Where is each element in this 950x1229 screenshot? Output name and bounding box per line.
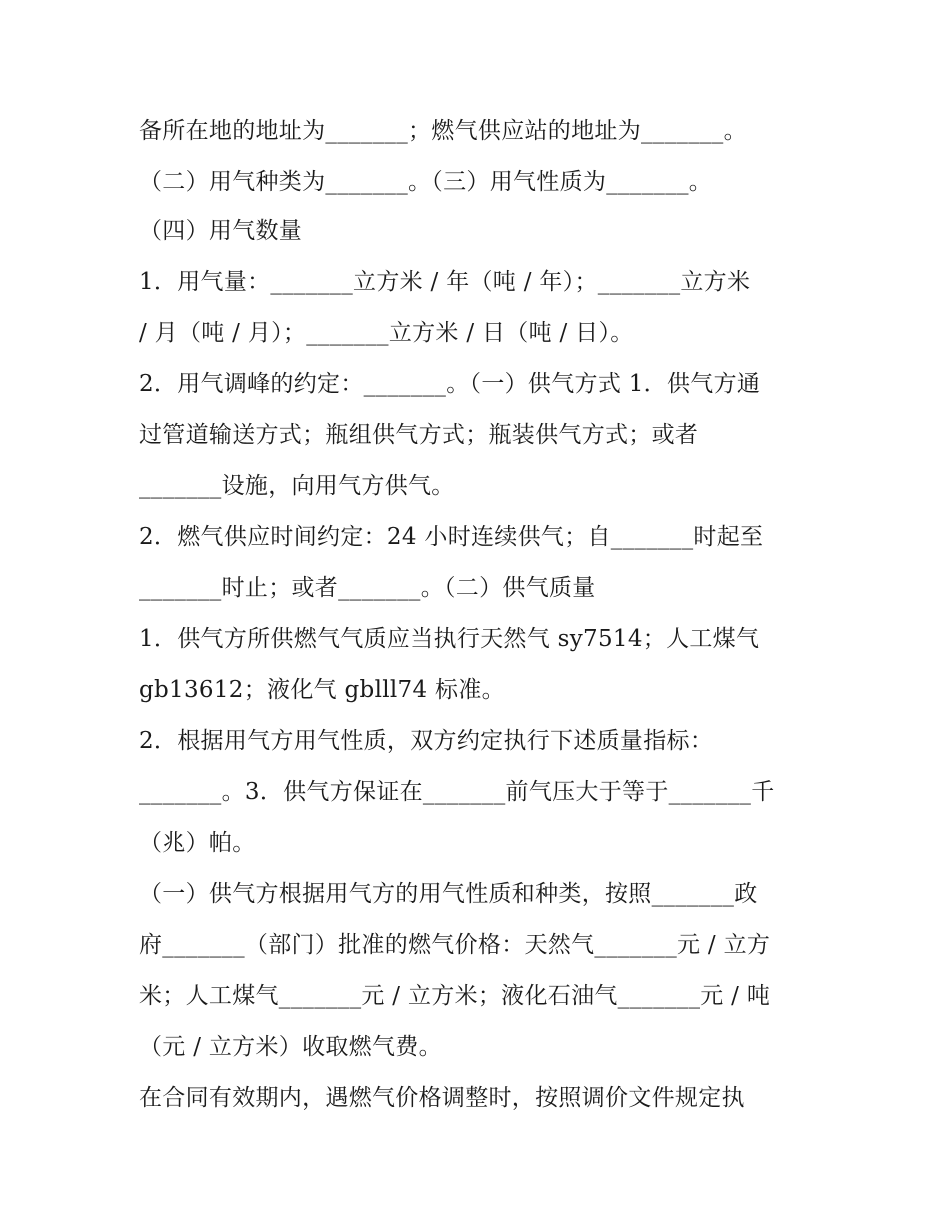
text-line: 2．用气调峰的约定：_______。（一）供气方式 1．供气方通 — [139, 371, 761, 397]
text-line: gb13612；液化气 gblll74 标准。 — [139, 677, 505, 703]
text-line: 府_______（部门）批准的燃气价格：天然气_______元 / 立方 — [139, 932, 771, 958]
text-line: _______设施，向用气方供气。 — [139, 473, 455, 499]
text-line: _______时止；或者_______。（二）供气质量 — [139, 575, 596, 601]
text-line: _______。3．供气方保证在_______前气压大于等于_______千 — [139, 779, 775, 805]
text-line: / 月（吨 / 月）；_______立方米 / 日（吨 / 日）。 — [139, 320, 634, 346]
text-line: 2．根据用气方用气性质，双方约定执行下述质量指标： — [139, 728, 714, 754]
text-line: （元 / 立方米）收取燃气费。 — [139, 1034, 442, 1060]
text-line: 在合同有效期内，遇燃气价格调整时，按照调价文件规定执 — [139, 1085, 745, 1111]
text-line: 备所在地的地址为_______；燃气供应站的地址为_______。 — [139, 118, 747, 144]
text-line: 米；人工煤气_______元 / 立方米；液化石油气_______元 / 吨 — [139, 983, 771, 1009]
text-line: （四）用气数量 — [139, 218, 303, 244]
text-line: 2．燃气供应时间约定：24 小时连续供气；自_______时起至 — [139, 524, 764, 550]
text-line: （一）供气方根据用气方的用气性质和种类，按照_______政 — [139, 881, 758, 907]
text-line: 1．供气方所供燃气气质应当执行天然气 sy7514；人工煤气 — [139, 626, 760, 652]
text-line: 过管道输送方式；瓶组供气方式；瓶装供气方式；或者 — [139, 422, 699, 448]
text-line: 1．用气量：_______立方米 / 年（吨 / 年）；_______立方米 — [139, 269, 751, 295]
text-line: （二）用气种类为_______。（三）用气性质为_______。 — [139, 169, 713, 195]
text-line: （兆）帕。 — [139, 830, 256, 856]
